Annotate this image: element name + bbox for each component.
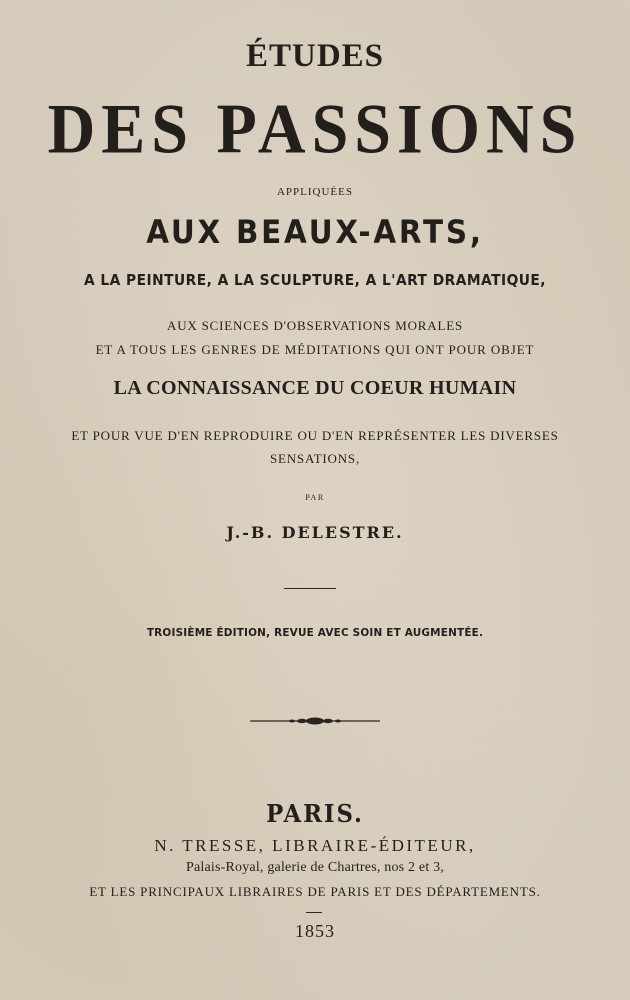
title-main: DES PASSIONS xyxy=(47,90,583,169)
sensations-line: SENSATIONS, xyxy=(269,451,361,466)
meditations-line: ET A TOUS LES GENRES DE MÉDITATIONS QUI ONT POUR OBJET xyxy=(95,342,535,357)
reproduce-line: ET POUR VUE D'EN REPRODUIRE OU D'EN REPRÉSENTER LES DIVERSES xyxy=(71,428,559,443)
applied-label: APPLIQUÉES xyxy=(276,186,353,198)
edition-note: TROISIÈME ÉDITION, REVUE AVEC SOIN ET AUGMENTÉE. xyxy=(146,626,484,639)
imprint-city: PARIS. xyxy=(266,799,364,828)
author-name: J.-B. DELESTRE. xyxy=(226,523,404,542)
publisher-address: Palais-Royal, galerie de Chartres, nos 2 et 3, xyxy=(185,860,445,875)
sciences-line: AUX SCIENCES D'OBSERVATIONS MORALES xyxy=(167,318,463,333)
subtitle-main: AUX BEAUX-ARTS, xyxy=(146,213,484,251)
divider-rule xyxy=(284,588,336,589)
distributors-line: ET LES PRINCIPAUX LIBRAIRES DE PARIS ET DES DÉPARTEMENTS. xyxy=(89,884,541,899)
title-top: ÉTUDES xyxy=(245,38,385,74)
subtitle-arts: A LA PEINTURE, A LA SCULPTURE, A L'ART DRAMATIQUE, xyxy=(83,271,547,289)
heart-line: LA CONNAISSANCE DU COEUR HUMAIN xyxy=(113,377,517,399)
publisher-name: N. TRESSE, LIBRAIRE-ÉDITEUR, xyxy=(154,836,476,855)
year-rule xyxy=(306,912,322,913)
publication-year: 1853 xyxy=(295,921,335,941)
ornament-divider xyxy=(250,714,380,728)
by-label: PAR xyxy=(305,493,325,502)
